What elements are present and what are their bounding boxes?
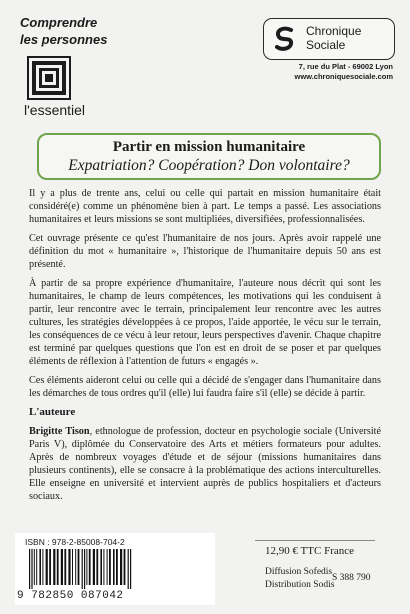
blurb-paragraph: Ces éléments aideront celui ou celle qui a décidé de s'engager dans l'humanitaire dans les démarches de tous ordres qu'il (elle) lui faudra faire s'il (elle) se décide à partir. [29, 375, 381, 399]
series-line-2: les personnes [20, 32, 108, 47]
author-bio-text: , ethnologue de profession, docteur en psychologie sociale (Université Paris V), diplômée du Conservatoire des Arts et métiers formateurs pour adultes. Après de nombreux voyages d'étude et de séjour (missions humanitaires dans plusieurs continents), elle se consacre à la problématique des actions interculturelles. Elle enseigne en université et intervient auprès de publics hospitaliers et d'acteurs sociaux. [29, 426, 382, 502]
blurb-paragraph: Il y a plus de trente ans, celui ou celle qui partait en mission humanitaire était considéré(e) comme un phénomène bien à part. Le temps a passé. Les associations humanitaires et leurs missions se sont multipliées, diversifiées, professionnalisées. [29, 188, 381, 225]
publisher-website: www.chroniquesociale.com [294, 72, 393, 81]
barcode-icon [25, 549, 205, 589]
blurb-paragraph: À partir de sa propre expérience d'humanitaire, l'auteure nous décrit qui sont les humanitaires, le champ de leurs compétences, les motivations qui les conduisent à partir, leur rencontre avec le terrain, principalement leur rencontre avec les autres cultures, les stratégies développées à ce propos, l'aide apportée, le vécu sur le terrain, les conséquences de ce vécu à leur retour, leurs perspectives d'avenir. Chaque chapitre est terminé par quelques questions que l'on est en droit de se poser et par quelques éléments de réflexion à l'attention de futurs « engagés ». [29, 278, 381, 367]
publisher-contact [295, 62, 394, 82]
diffusion: Diffusion Sofedis [265, 567, 333, 577]
blurb [29, 187, 381, 509]
blurb-paragraph: Cet ouvrage présente ce qu'est l'humanitaire de nos jours. Après avoir rappelé une définition du mot « humanitaire », l'historique de l'humanitaire depuis 50 ans est présenté. [29, 233, 381, 270]
distribution: Distribution Sodis [265, 580, 335, 590]
nested-squares-logo-icon [27, 56, 71, 100]
book-title: Partir en mission humanitaire [112, 139, 306, 155]
author-heading: L'auteure [29, 406, 76, 418]
series-line-1: Comprendre [20, 15, 98, 30]
price: 12,90 € TTC France [265, 545, 355, 557]
chronique-sociale-logo-icon [273, 26, 297, 52]
publisher-address: 7, rue du Plat - 69002 Lyon [298, 62, 393, 71]
barcode-digits: 9 782850 087042 [17, 590, 124, 602]
isbn-label: ISBN : 978-2-85008-704-2 [25, 537, 125, 547]
publisher-name-line-1: Chronique [306, 24, 362, 38]
barcode-panel [15, 533, 215, 605]
book-subtitle: Expatriation? Coopération? Don volontaire? [68, 157, 350, 174]
publisher-name-line-2: Sociale [306, 38, 346, 52]
author-bio [29, 425, 381, 503]
author-name: Brigitte Tison [29, 426, 90, 437]
publisher-name [306, 24, 361, 52]
publisher-badge [263, 18, 395, 60]
series-title [20, 14, 107, 48]
collection-name: l'essentiel [24, 102, 86, 118]
title-box [37, 133, 381, 180]
price-divider [255, 540, 375, 541]
reference-code: S 388 790 [332, 573, 371, 583]
